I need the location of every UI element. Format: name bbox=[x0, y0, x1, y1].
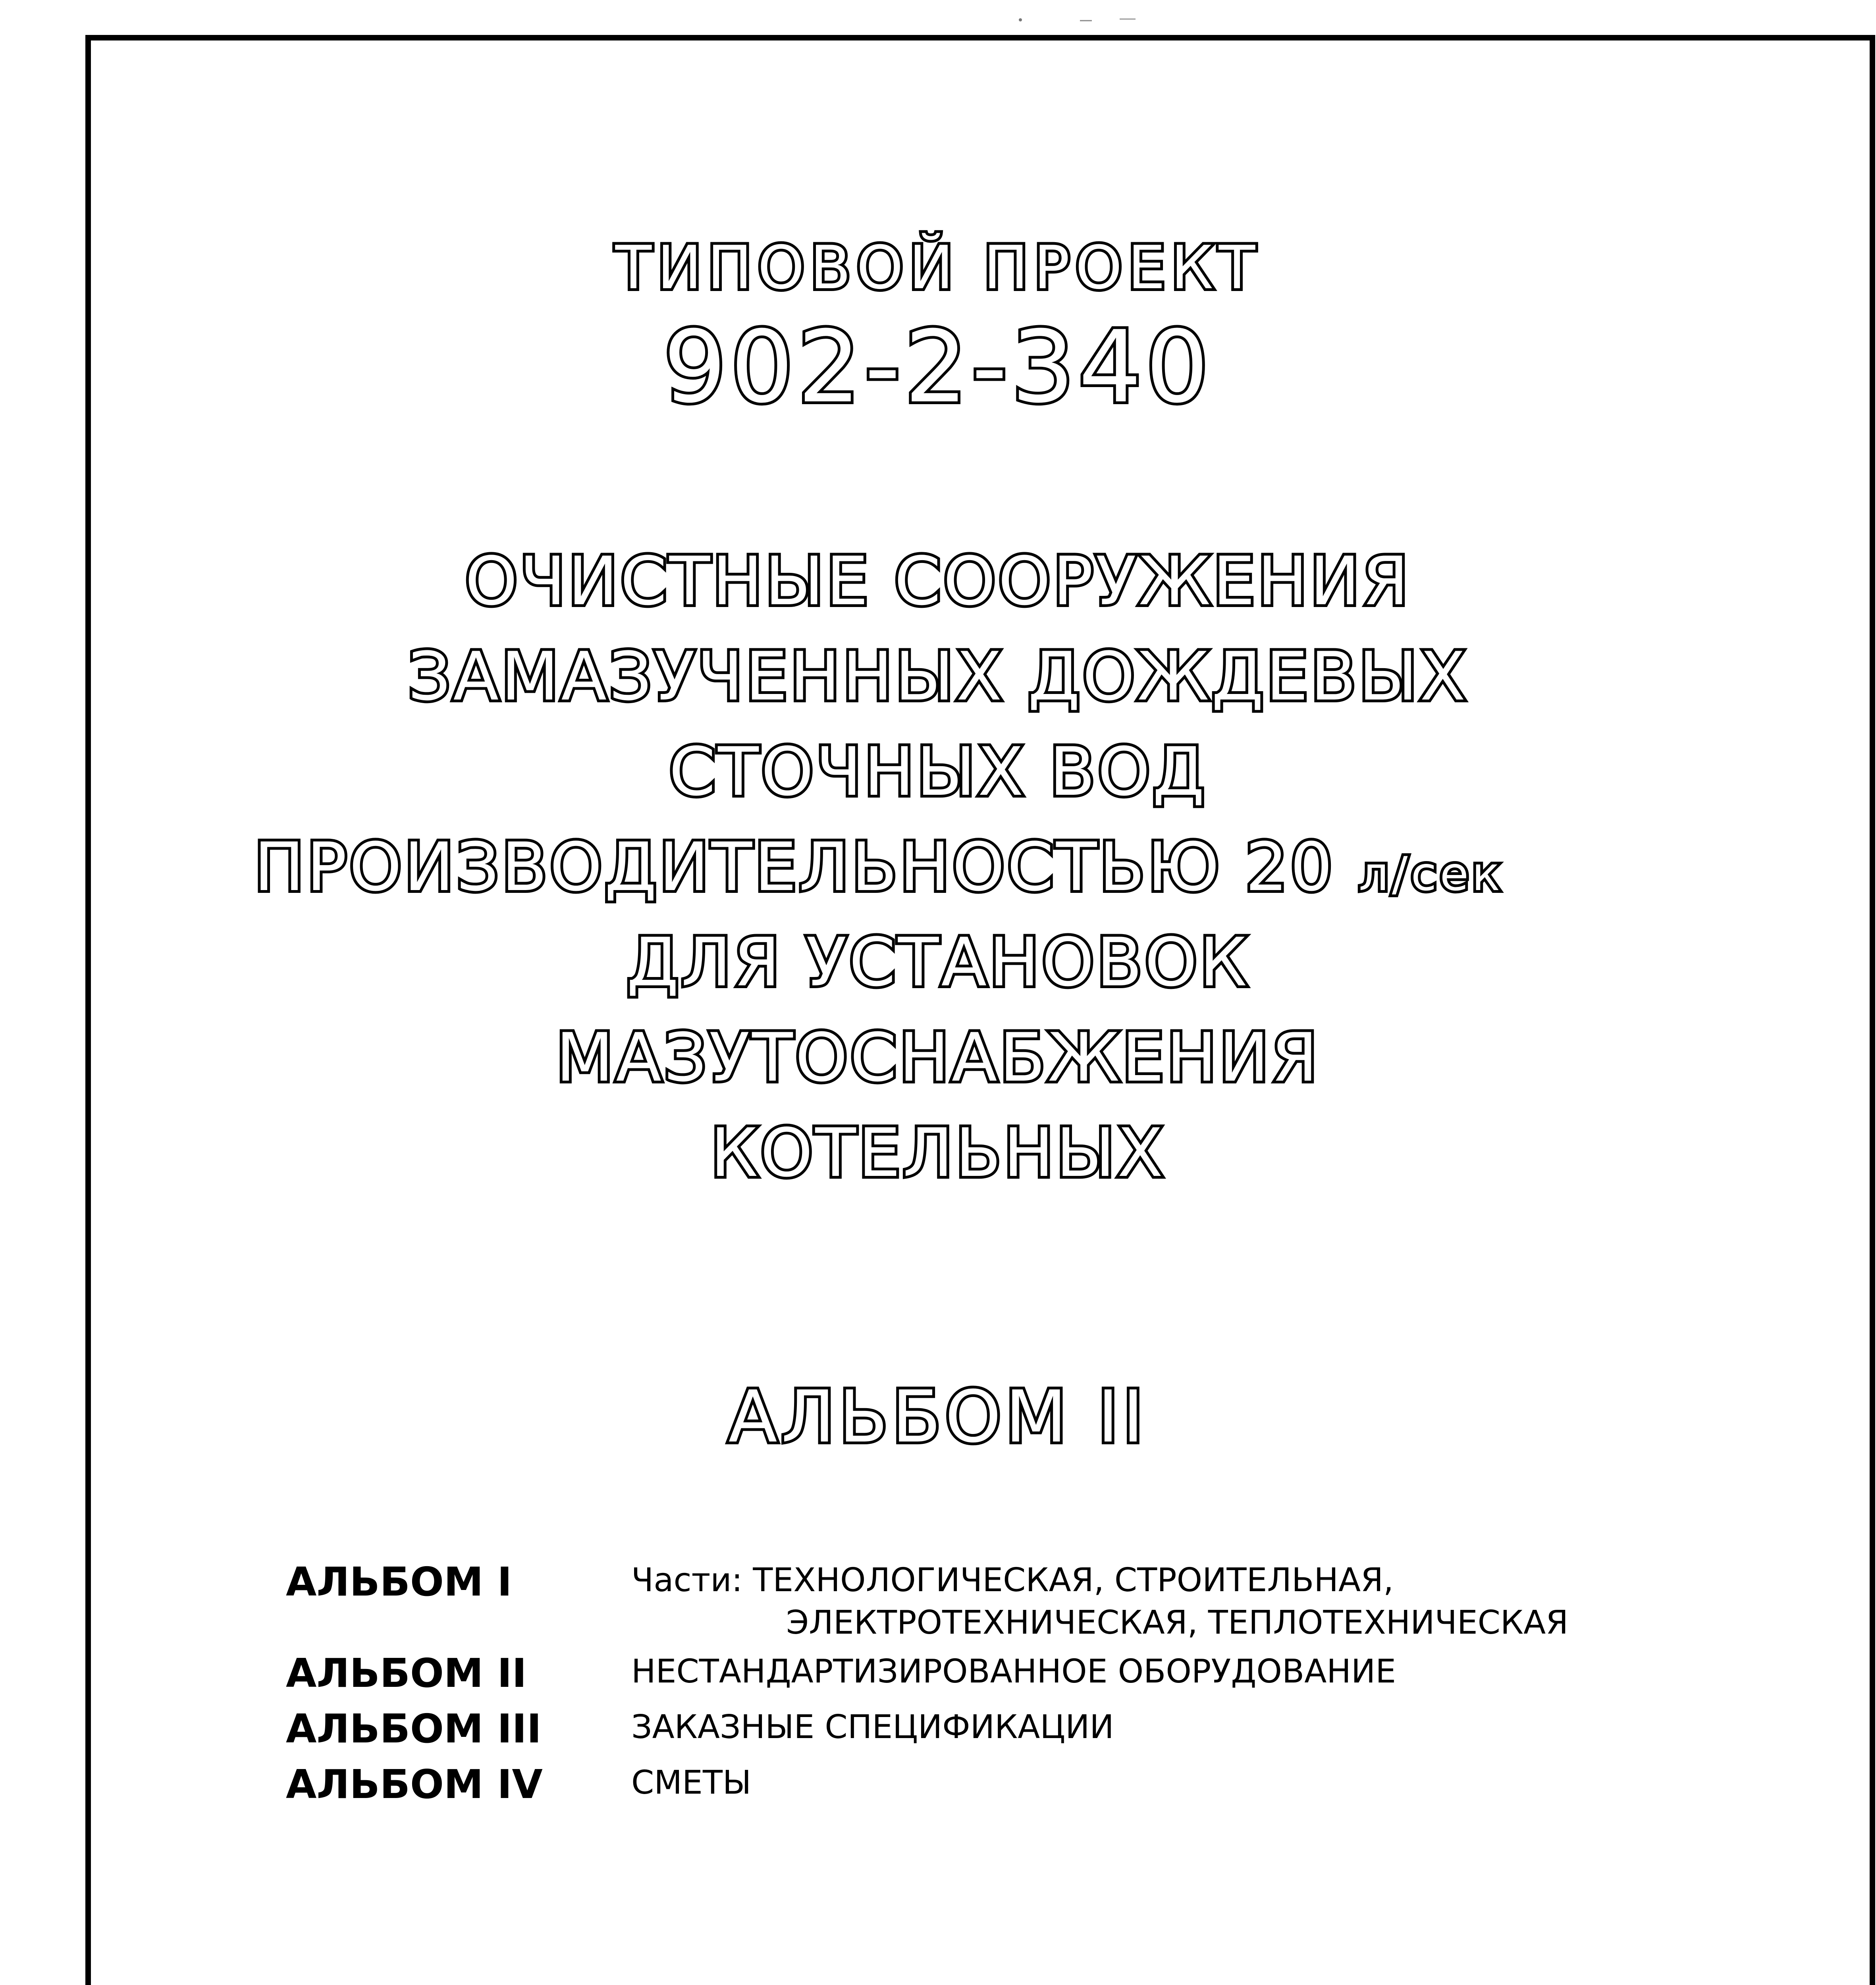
current-album-heading: АЛЬБОМ II bbox=[728, 1376, 1148, 1459]
title-line-7: КОТЕЛЬНЫХ bbox=[710, 1114, 1166, 1192]
album-row bbox=[286, 1556, 1715, 1648]
title-line-6: МАЗУТОСНАБЖЕНИЯ bbox=[556, 1019, 1320, 1097]
album-label: АЛЬБОМ IV bbox=[286, 1761, 543, 1808]
title-line-4-unit: л/сек bbox=[1359, 846, 1504, 901]
title-line-1: ОЧИСТНЫЕ СООРУЖЕНИЯ bbox=[465, 542, 1411, 620]
scan-marks bbox=[1016, 16, 1143, 24]
project-kind: ТИПОВОЙ ПРОЕКТ bbox=[615, 233, 1261, 303]
title-line-4 bbox=[254, 828, 1504, 906]
title-line-3: СТОЧНЫХ ВОД bbox=[669, 733, 1207, 811]
album-label: АЛЬБОМ II bbox=[286, 1650, 527, 1696]
album-description: НЕСТАНДАРТИЗИРОВАННОЕ ОБОРУДОВАНИЕ bbox=[631, 1653, 1396, 1690]
album-description: СМЕТЫ bbox=[631, 1764, 752, 1802]
album-row bbox=[286, 1648, 1715, 1703]
album-description bbox=[631, 1559, 1568, 1644]
album-description: ЗАКАЗНЫЕ СПЕЦИФИКАЦИИ bbox=[631, 1708, 1114, 1746]
album-row bbox=[286, 1759, 1715, 1814]
album-description-line: Части: ТЕХНОЛОГИЧЕСКАЯ, СТРОИТЕЛЬНАЯ, bbox=[631, 1561, 1394, 1599]
album-row bbox=[286, 1703, 1715, 1759]
title-line-4-text: ПРОИЗВОДИТЕЛЬНОСТЬЮ 20 bbox=[254, 828, 1335, 906]
title-line-2: ЗАМАЗУЧЕННЫХ ДОЖДЕВЫХ bbox=[408, 638, 1468, 715]
project-number: 902-2-340 bbox=[663, 309, 1213, 425]
album-description-line: ЭЛЕКТРОТЕХНИЧЕСКАЯ, ТЕПЛОТЕХНИЧЕСКАЯ bbox=[786, 1603, 1569, 1642]
album-list bbox=[286, 1556, 1715, 1814]
title-line-5: ДЛЯ УСТАНОВОК bbox=[627, 923, 1249, 1001]
album-label: АЛЬБОМ I bbox=[286, 1559, 512, 1605]
album-label: АЛЬБОМ III bbox=[286, 1706, 542, 1752]
